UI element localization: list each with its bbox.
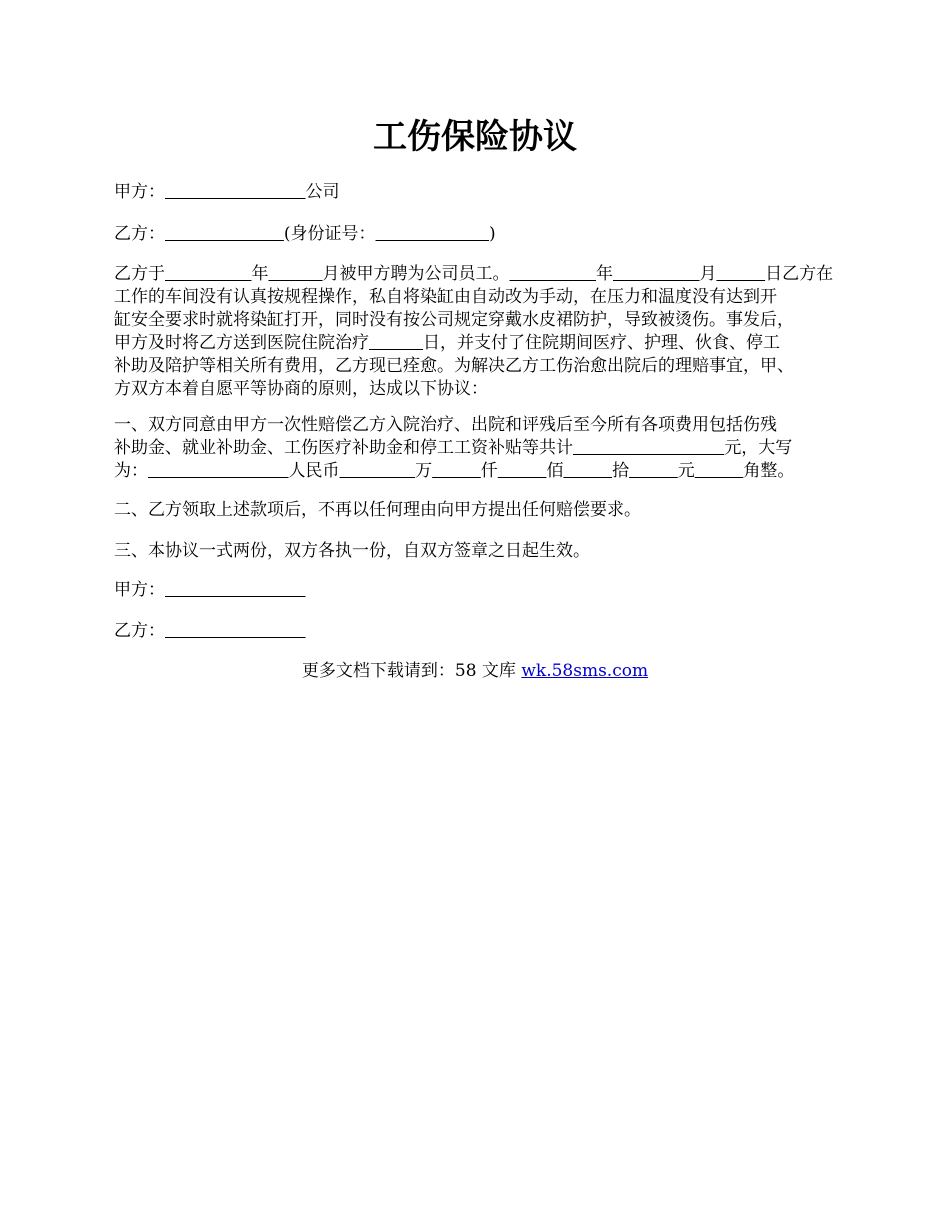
blank-field (148, 461, 289, 481)
download-link[interactable]: wk.58sms.com (521, 661, 649, 681)
blank-field (165, 182, 306, 202)
blank-field (340, 461, 416, 481)
paragraph-line: 为： 人民币 万 仟 佰 拾 元 角整。 (114, 461, 795, 481)
blank-field (165, 264, 251, 284)
blank-field (268, 264, 322, 284)
download-footer: 更多文档下载请到：58 文库 wk.58sms.com (301, 661, 649, 681)
blank-field (369, 333, 423, 353)
signature-blank (165, 621, 306, 641)
paragraph-line: 甲方及时将乙方送到医院住院治疗 日，并支付了住院期间医疗、护理、伙食、停工 (114, 333, 781, 353)
signature-b-line: 乙方： (114, 620, 854, 642)
paragraph-line: 补助及陪护等相关所有费用，乙方现已痊愈。为解决乙方工伤治愈出院后的理赔事宜，甲、 (114, 356, 794, 376)
blank-field (510, 264, 596, 284)
document-title: 工伤保险协议 (373, 117, 577, 157)
paragraph-line: 补助金、就业补助金、工伤医疗补助金和停工工资补贴等共计 元，大写 (114, 438, 793, 458)
clause-3: 三、本协议一式两份，双方各执一份，自双方签章之日起生效。 (114, 541, 590, 561)
paragraph-line: 乙方于 年 月被甲方聘为公司员工。 年 月 日乙方在 (114, 264, 834, 284)
blank-field (376, 224, 489, 244)
blank-field (716, 264, 765, 284)
signature-blank (165, 580, 306, 600)
blank-field (563, 461, 612, 481)
blank-field (629, 461, 678, 481)
blank-field (432, 461, 481, 481)
paragraph-line: 缸安全要求时就将染缸打开，同时没有按公司规定穿戴水皮裙防护，导致被烫伤。事发后， (114, 310, 794, 330)
paragraph-line: 方双方本着自愿平等协商的原则，达成以下协议： (114, 379, 488, 399)
blank-field (613, 264, 699, 284)
paragraph-line: 一、双方同意由甲方一次性赔偿乙方入院治疗、出院和评残后至今所有各项费用包括伤残 (114, 415, 777, 435)
blank-field (573, 438, 724, 458)
blank-field (498, 461, 547, 481)
party-b-line: 乙方： (身份证号： ) (114, 224, 496, 244)
signature-a-line: 甲方： (114, 579, 854, 601)
clause-2: 二、乙方领取上述款项后，不再以任何理由向甲方提出任何赔偿要求。 (114, 500, 641, 520)
blank-field (695, 461, 744, 481)
paragraph-line: 工作的车间没有认真按规程操作，私自将染缸由自动改为手动，在压力和温度没有达到开 (114, 287, 777, 307)
party-a-line: 甲方： 公司 (114, 182, 340, 202)
blank-field (165, 224, 284, 244)
